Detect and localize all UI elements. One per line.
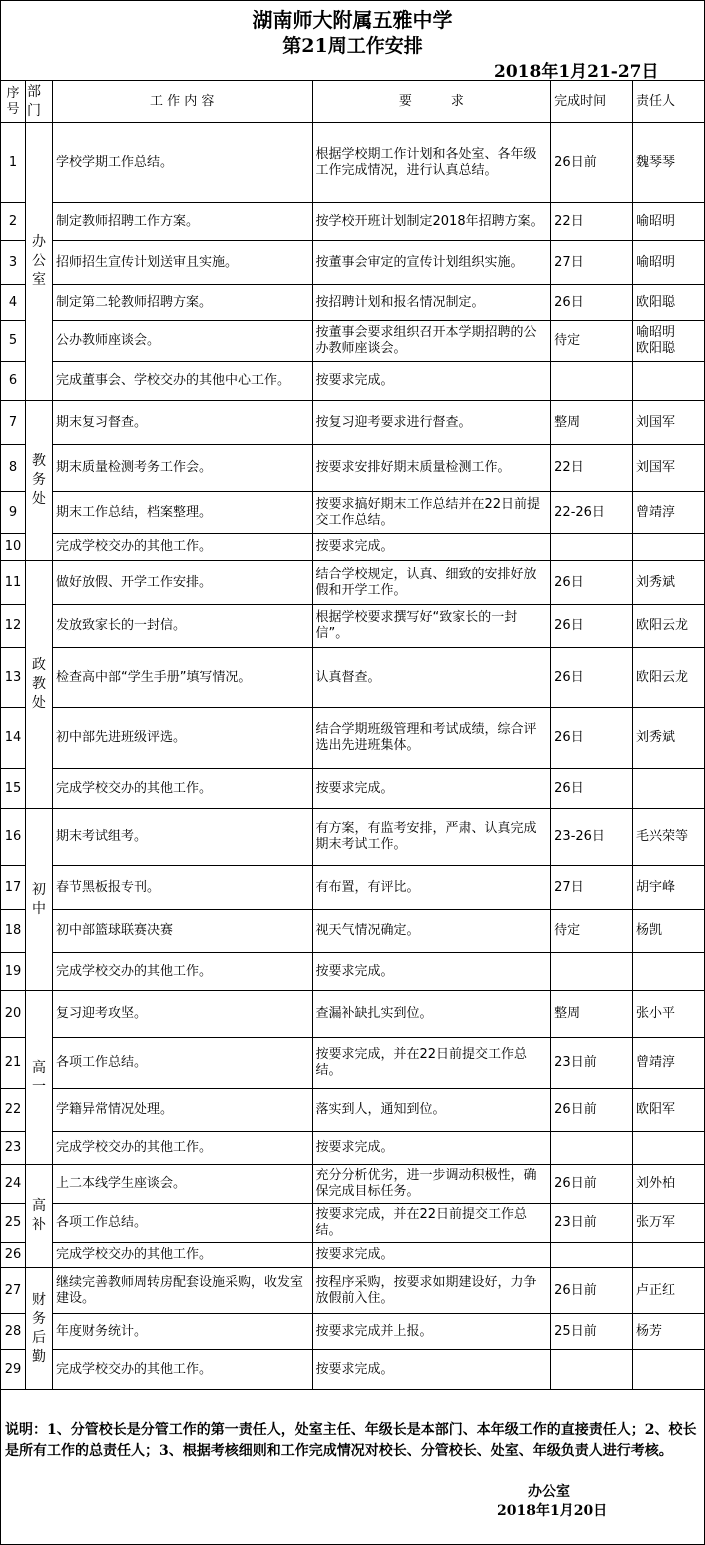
task-requirement: 查漏补缺扎实到位。 xyxy=(312,991,551,1038)
task-requirement: 按要求完成。 xyxy=(312,534,551,561)
schedule-title: 第21周工作安排 xyxy=(282,35,423,57)
table-row xyxy=(1,561,705,605)
task-content: 招师招生宣传计划送审且实施。 xyxy=(52,241,312,285)
row-number: 18 xyxy=(1,910,26,953)
responsible-person: 刘秀斌 xyxy=(633,561,705,605)
row-number: 8 xyxy=(1,445,26,492)
completion-time: 26日 xyxy=(551,285,633,321)
department-cell xyxy=(25,991,52,1165)
task-content: 初中部篮球联赛决赛 xyxy=(52,910,312,953)
row-number: 27 xyxy=(1,1268,26,1314)
completion-time: 23日前 xyxy=(551,1038,633,1089)
table-row xyxy=(1,1243,705,1268)
task-requirement: 按要求完成并上报。 xyxy=(312,1314,551,1350)
task-content: 复习迎考攻坚。 xyxy=(52,991,312,1038)
responsible-person: 曾靖淳 xyxy=(633,492,705,534)
department-cell xyxy=(25,561,52,809)
table-row xyxy=(1,445,705,492)
task-requirement: 按董事会要求组织召开本学期招聘的公办教师座谈会。 xyxy=(312,321,551,362)
header-no: 序号 xyxy=(1,81,26,123)
table-row xyxy=(1,953,705,991)
signature-date: 2018年1月20日 xyxy=(497,1503,608,1519)
task-requirement: 按要求完成。 xyxy=(312,1132,551,1165)
row-number: 23 xyxy=(1,1132,26,1165)
responsible-person: 杨凯 xyxy=(633,910,705,953)
row-number: 19 xyxy=(1,953,26,991)
task-content: 完成学校交办的其他工作。 xyxy=(52,1243,312,1268)
task-content: 各项工作总结。 xyxy=(52,1204,312,1243)
department-label: 办公室 xyxy=(31,234,46,288)
task-requirement: 视天气情况确定。 xyxy=(312,910,551,953)
row-number: 20 xyxy=(1,991,26,1038)
responsible-person: 欧阳军 xyxy=(633,1089,705,1132)
completion-time: 26日前 xyxy=(551,123,633,203)
school-title: 湖南师大附属五雅中学 xyxy=(252,8,453,32)
table-row xyxy=(1,492,705,534)
row-number: 3 xyxy=(1,241,26,285)
table-row xyxy=(1,401,705,445)
department-cell xyxy=(25,401,52,561)
completion-time: 26日前 xyxy=(551,1089,633,1132)
task-content: 期末质量检测考务工作会。 xyxy=(52,445,312,492)
task-content: 发放致家长的一封信。 xyxy=(52,605,312,648)
completion-time: 整周 xyxy=(551,991,633,1038)
task-content: 春节黑板报专刊。 xyxy=(52,866,312,910)
table-row xyxy=(1,1204,705,1243)
header-content: 工 作 内 容 xyxy=(52,81,312,123)
row-number: 21 xyxy=(1,1038,26,1089)
task-content: 学籍异常情况处理。 xyxy=(52,1089,312,1132)
completion-time: 26日前 xyxy=(551,1165,633,1204)
task-requirement: 按要求搞好期末工作总结并在22日前提交工作总结。 xyxy=(312,492,551,534)
task-content: 完成学校交办的其他工作。 xyxy=(52,769,312,809)
task-content: 继续完善教师周转房配套设施采购，收发室建设。 xyxy=(52,1268,312,1314)
header-owner: 责任人 xyxy=(633,81,705,123)
row-number: 22 xyxy=(1,1089,26,1132)
responsible-person: 刘外柏 xyxy=(633,1165,705,1204)
completion-time: 23-26日 xyxy=(551,809,633,866)
row-number: 13 xyxy=(1,648,26,708)
task-content: 期末工作总结，档案整理。 xyxy=(52,492,312,534)
row-number: 10 xyxy=(1,534,26,561)
task-content: 初中部先进班级评选。 xyxy=(52,708,312,769)
row-number: 1 xyxy=(1,123,26,203)
department-label: 高一 xyxy=(31,1059,46,1095)
responsible-person: 刘秀斌 xyxy=(633,708,705,769)
table-row xyxy=(1,534,705,561)
table-row xyxy=(1,203,705,241)
table-row xyxy=(1,1268,705,1314)
row-number: 7 xyxy=(1,401,26,445)
task-content: 完成学校交办的其他工作。 xyxy=(52,1132,312,1165)
responsible-person: 欧阳云龙 xyxy=(633,605,705,648)
table-row xyxy=(1,362,705,401)
table-row xyxy=(1,1089,705,1132)
responsible-person xyxy=(633,953,705,991)
row-number: 24 xyxy=(1,1165,26,1204)
table-row xyxy=(1,1038,705,1089)
completion-time: 25日前 xyxy=(551,1314,633,1350)
signature-office: 办公室 xyxy=(528,1484,570,1500)
completion-time: 22-26日 xyxy=(551,492,633,534)
responsible-person: 刘国军 xyxy=(633,401,705,445)
responsible-person: 欧阳云龙 xyxy=(633,648,705,708)
row-number: 26 xyxy=(1,1243,26,1268)
responsible-person: 喻昭明 xyxy=(633,241,705,285)
department-label: 高补 xyxy=(31,1198,46,1233)
department-label: 初中 xyxy=(31,881,46,917)
task-requirement: 有布置，有评比。 xyxy=(312,866,551,910)
table-row xyxy=(1,1165,705,1204)
completion-time: 27日 xyxy=(551,866,633,910)
row-number: 16 xyxy=(1,809,26,866)
task-content: 各项工作总结。 xyxy=(52,1038,312,1089)
task-content: 期末复习督查。 xyxy=(52,401,312,445)
department-cell xyxy=(25,123,52,401)
department-label: 财务后勤 xyxy=(31,1291,46,1365)
task-content: 上二本线学生座谈会。 xyxy=(52,1165,312,1204)
responsible-person: 杨芳 xyxy=(633,1314,705,1350)
responsible-person: 魏琴琴 xyxy=(633,123,705,203)
row-number: 2 xyxy=(1,203,26,241)
task-requirement: 充分分析优劣，进一步调动积极性，确保完成目标任务。 xyxy=(312,1165,551,1204)
responsible-person: 曾靖淳 xyxy=(633,1038,705,1089)
row-number: 4 xyxy=(1,285,26,321)
task-requirement: 按要求完成。 xyxy=(312,362,551,401)
responsible-person: 胡宇峰 xyxy=(633,866,705,910)
table-row xyxy=(1,285,705,321)
task-content: 完成学校交办的其他工作。 xyxy=(52,953,312,991)
table-row xyxy=(1,241,705,285)
task-content: 期末考试组考。 xyxy=(52,809,312,866)
task-requirement: 按招聘计划和报名情况制定。 xyxy=(312,285,551,321)
table-row xyxy=(1,1350,705,1390)
table-row xyxy=(1,605,705,648)
row-number: 6 xyxy=(1,362,26,401)
task-requirement: 根据学校期工作计划和各处室、各年级工作完成情况，进行认真总结。 xyxy=(312,123,551,203)
row-number: 14 xyxy=(1,708,26,769)
task-requirement: 按复习迎考要求进行督查。 xyxy=(312,401,551,445)
table-row xyxy=(1,1132,705,1165)
task-content: 制定第二轮教师招聘方案。 xyxy=(52,285,312,321)
task-requirement: 按要求完成。 xyxy=(312,1350,551,1390)
table-row xyxy=(1,769,705,809)
table-row xyxy=(1,648,705,708)
completion-time: 22日 xyxy=(551,445,633,492)
table-row xyxy=(1,866,705,910)
task-requirement: 按要求安排好期末质量检测工作。 xyxy=(312,445,551,492)
responsible-person: 喻昭明 欧阳聪 xyxy=(633,321,705,362)
department-cell xyxy=(25,1165,52,1268)
schedule-table xyxy=(0,80,705,1390)
department-label: 教务处 xyxy=(31,453,46,507)
task-requirement: 结合学期班级管理和考试成绩，综合评选出先进班集体。 xyxy=(312,708,551,769)
header-time: 完成时间 xyxy=(551,81,633,123)
task-requirement: 按董事会审定的宣传计划组织实施。 xyxy=(312,241,551,285)
task-content: 做好放假、开学工作安排。 xyxy=(52,561,312,605)
task-content: 学校学期工作总结。 xyxy=(52,123,312,203)
completion-time: 27日 xyxy=(551,241,633,285)
task-requirement: 有方案，有监考安排，严肃、认真完成期末考试工作。 xyxy=(312,809,551,866)
completion-time xyxy=(551,1132,633,1165)
task-requirement: 按要求完成，并在22日前提交工作总结。 xyxy=(312,1204,551,1243)
completion-time: 26日 xyxy=(551,769,633,809)
responsible-person: 刘国军 xyxy=(633,445,705,492)
completion-time: 26日 xyxy=(551,708,633,769)
table-row xyxy=(1,321,705,362)
task-requirement: 按要求完成。 xyxy=(312,769,551,809)
task-requirement: 结合学校规定，认真、细致的安排好放假和开学工作。 xyxy=(312,561,551,605)
responsible-person: 卢正红 xyxy=(633,1268,705,1314)
table-row xyxy=(1,991,705,1038)
task-requirement: 落实到人，通知到位。 xyxy=(312,1089,551,1132)
task-content: 检查高中部“学生手册”填写情况。 xyxy=(52,648,312,708)
responsible-person xyxy=(633,362,705,401)
completion-time: 待定 xyxy=(551,321,633,362)
row-number: 29 xyxy=(1,1350,26,1390)
completion-time: 22日 xyxy=(551,203,633,241)
completion-time: 23日前 xyxy=(551,1204,633,1243)
table-row xyxy=(1,809,705,866)
responsible-person xyxy=(633,1243,705,1268)
completion-time: 26日 xyxy=(551,648,633,708)
task-content: 公办教师座谈会。 xyxy=(52,321,312,362)
completion-time xyxy=(551,362,633,401)
task-requirement: 认真督查。 xyxy=(312,648,551,708)
responsible-person xyxy=(633,769,705,809)
row-number: 17 xyxy=(1,866,26,910)
explanation-note: 说明：1、分管校长是分管工作的第一责任人，处室主任、年级长是本部门、本年级工作的直接责任人；2、校长是所有工作的总责任人；3、根据考核细则和工作完成情况对校长、分管校长、处室、年级负责人进行考核。 xyxy=(5,1422,697,1459)
completion-time: 26日 xyxy=(551,605,633,648)
header-req: 要 求 xyxy=(312,81,551,123)
completion-time xyxy=(551,1243,633,1268)
task-requirement: 按要求完成。 xyxy=(312,953,551,991)
completion-time xyxy=(551,953,633,991)
responsible-person: 喻昭明 xyxy=(633,203,705,241)
task-content: 年度财务统计。 xyxy=(52,1314,312,1350)
completion-time xyxy=(551,1350,633,1390)
task-requirement: 按程序采购，按要求如期建设好，力争放假前入住。 xyxy=(312,1268,551,1314)
department-cell xyxy=(25,1268,52,1390)
table-row xyxy=(1,123,705,203)
task-requirement: 按学校开班计划制定2018年招聘方案。 xyxy=(312,203,551,241)
row-number: 25 xyxy=(1,1204,26,1243)
row-number: 15 xyxy=(1,769,26,809)
table-row xyxy=(1,1314,705,1350)
date-range: 2018年1月21-27日 xyxy=(494,62,659,82)
completion-time xyxy=(551,534,633,561)
department-cell xyxy=(25,809,52,991)
table-row xyxy=(1,910,705,953)
responsible-person: 张万军 xyxy=(633,1204,705,1243)
responsible-person xyxy=(633,1350,705,1390)
row-number: 11 xyxy=(1,561,26,605)
header-dept: 部门 xyxy=(25,81,52,123)
task-content: 完成董事会、学校交办的其他中心工作。 xyxy=(52,362,312,401)
row-number: 9 xyxy=(1,492,26,534)
task-content: 完成学校交办的其他工作。 xyxy=(52,534,312,561)
completion-time: 待定 xyxy=(551,910,633,953)
task-content: 制定教师招聘工作方案。 xyxy=(52,203,312,241)
responsible-person: 张小平 xyxy=(633,991,705,1038)
table-row xyxy=(1,708,705,769)
responsible-person xyxy=(633,534,705,561)
completion-time: 整周 xyxy=(551,401,633,445)
department-label: 政教处 xyxy=(31,657,46,711)
responsible-person: 欧阳聪 xyxy=(633,285,705,321)
task-content: 完成学校交办的其他工作。 xyxy=(52,1350,312,1390)
task-requirement: 按要求完成。 xyxy=(312,1243,551,1268)
header-row xyxy=(1,81,705,123)
row-number: 12 xyxy=(1,605,26,648)
row-number: 5 xyxy=(1,321,26,362)
task-requirement: 按要求完成，并在22日前提交工作总结。 xyxy=(312,1038,551,1089)
responsible-person xyxy=(633,1132,705,1165)
completion-time: 26日前 xyxy=(551,1268,633,1314)
responsible-person: 毛兴荣等 xyxy=(633,809,705,866)
completion-time: 26日 xyxy=(551,561,633,605)
row-number: 28 xyxy=(1,1314,26,1350)
task-requirement: 根据学校要求撰写好“致家长的一封信”。 xyxy=(312,605,551,648)
